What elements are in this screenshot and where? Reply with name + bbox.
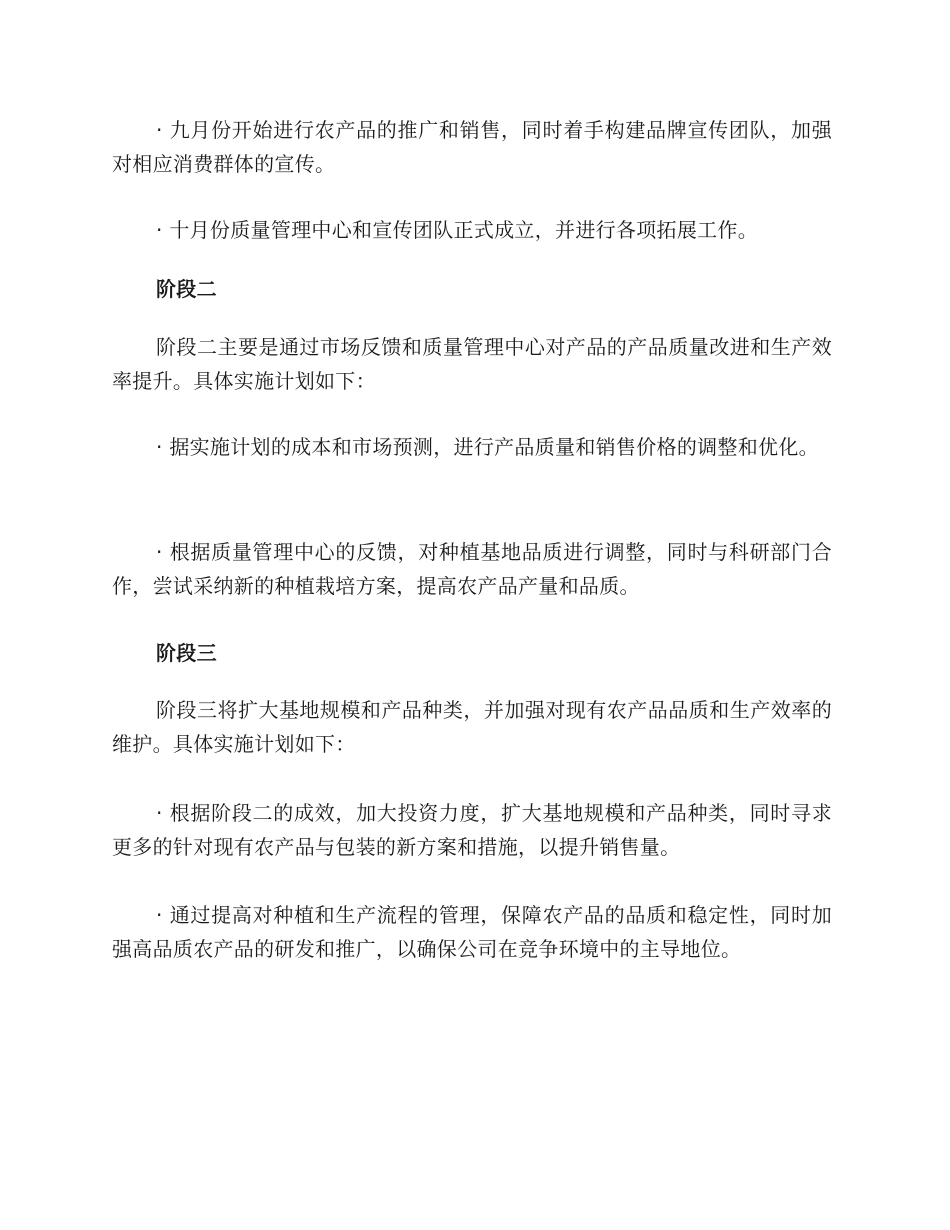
heading-stage-three: 阶段三 xyxy=(156,641,217,665)
heading-stage-two: 阶段二 xyxy=(156,277,217,301)
bullet-october-teams: · 十月份质量管理中心和宣传团队正式成立，并进行各项拓展工作。 xyxy=(156,218,759,242)
bullet-expand-base: · 根据阶段二的成效，加大投资力度，扩大基地规模和产品种类，同时寻求更多的针对现有农产品与包装的新方案和措施，以提升销售量。 xyxy=(112,801,832,859)
bullet-cost-price-adjust: · 据实施计划的成本和市场预测，进行产品质量和销售价格的调整和优化。 xyxy=(156,435,819,459)
bullet-process-management: · 通过提高对种植和生产流程的管理，保障农产品的品质和稳定性，同时加强高品质农产品的研发和推广，以确保公司在竞争环境中的主导地位。 xyxy=(112,903,832,961)
bullet-september-promotion: · 九月份开始进行农产品的推广和销售，同时着手构建品牌宣传团队，加强对相应消费群体的宣传。 xyxy=(112,118,832,176)
stage-three-intro: 阶段三将扩大基地规模和产品种类，并加强对现有农产品品质和生产效率的维护。具体实施计划如下： xyxy=(112,698,832,756)
stage-two-intro: 阶段二主要是通过市场反馈和质量管理中心对产品的产品质量改进和生产效率提升。具体实施计划如下： xyxy=(112,335,832,393)
bullet-quality-feedback: · 根据质量管理中心的反馈，对种植基地品质进行调整，同时与科研部门合作，尝试采纳新的种植栽培方案，提高农产品产量和品质。 xyxy=(112,540,832,598)
